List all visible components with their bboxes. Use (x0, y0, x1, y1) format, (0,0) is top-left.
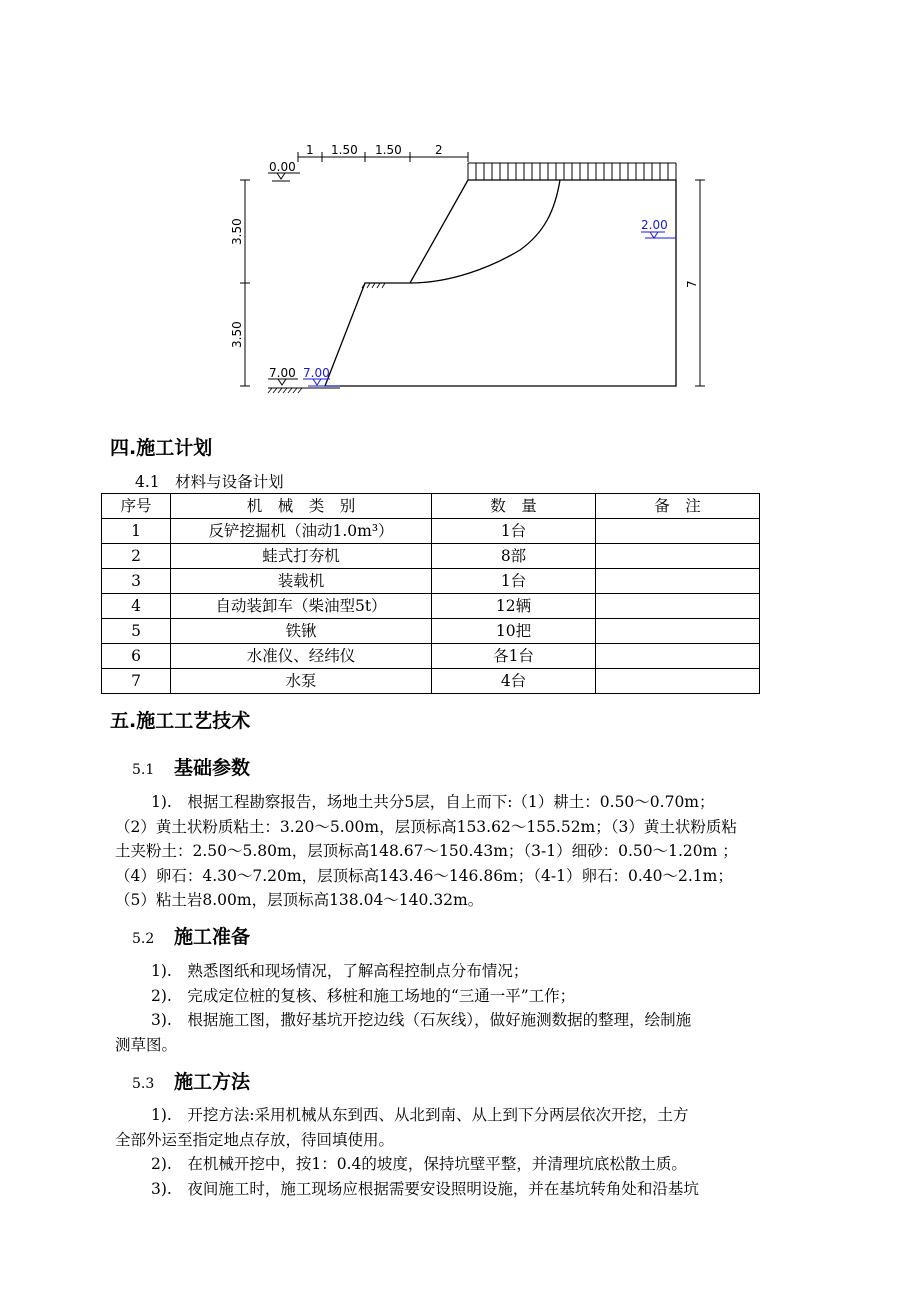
cell-quantity: 12辆 (432, 594, 596, 619)
table-header-row (102, 494, 760, 519)
para-line: 1). 根据工程勘察报告，场地土共分5层，自上而下:（1）耕土：0.50～0.70m； (151, 793, 715, 811)
elev-label-bottom-water: 7.00 (303, 366, 330, 380)
water-level-marker-right (641, 232, 676, 238)
cell-machine: 自动装卸车（柴油型5t） (171, 594, 432, 619)
slope-section-diagram (0, 0, 920, 420)
paragraph-methods (115, 1103, 815, 1201)
water-level-marker-bottom (303, 379, 340, 386)
paragraph-preparation (115, 959, 815, 1057)
height-label-lower: 3.50 (230, 321, 244, 348)
paragraph-basic-params (115, 790, 815, 913)
height-label-total: 7 (685, 280, 699, 288)
header-cell-index: 序号 (102, 494, 171, 519)
top-hatch (362, 283, 385, 288)
cell-remark (596, 669, 760, 694)
cell-quantity: 各1台 (432, 644, 596, 669)
cell-machine: 水泵 (171, 669, 432, 694)
table-row (102, 569, 760, 594)
header-cell-remark: 备 注 (596, 494, 760, 519)
table-row (102, 544, 760, 569)
subsection-title: 施工方法 (174, 1071, 251, 1093)
subsection-title: 施工准备 (174, 926, 251, 948)
subsection-number: 5.2 (132, 931, 155, 947)
cell-quantity: 10把 (432, 619, 596, 644)
para-line: 全部外运至指定地点存放，待回填使用。 (115, 1130, 395, 1149)
cell-machine: 水准仪、经纬仪 (171, 644, 432, 669)
surface-load-arrows (468, 163, 676, 180)
elev-marker-top-left (268, 173, 300, 181)
cell-remark (596, 619, 760, 644)
cell-index: 7 (102, 669, 171, 694)
dim-label-3: 1.50 (375, 143, 402, 157)
equipment-table (101, 493, 760, 694)
cell-quantity: 8部 (432, 544, 596, 569)
cell-index: 3 (102, 569, 171, 594)
para-line: 3). 根据施工图，撒好基坑开挖边线（石灰线），做好施测数据的整理，绘制施 (151, 1011, 692, 1029)
table-caption: 4.1 材料与设备计划 (135, 473, 284, 491)
dim-label-2: 1.50 (331, 143, 358, 157)
table-row (102, 644, 760, 669)
cell-quantity: 1台 (432, 519, 596, 544)
dim-label-4: 2 (435, 143, 443, 157)
cell-index: 1 (102, 519, 171, 544)
para-line: （5）粘土岩8.00m，层顶标高138.04～140.32m。 (115, 891, 484, 909)
cell-index: 6 (102, 644, 171, 669)
para-line: 2). 在机械开挖中，按1：0.4的坡度，保持坑壁平整，并清理坑底松散土质。 (151, 1155, 687, 1173)
cell-quantity: 1台 (432, 569, 596, 594)
cell-remark (596, 519, 760, 544)
elev-label-bottom-left: 7.00 (269, 366, 296, 380)
subsection-5-2-heading (132, 922, 250, 949)
cell-index: 4 (102, 594, 171, 619)
para-line: 3). 夜间施工时，施工现场应根据需要安设照明设施，并在基坑转角处和沿基坑 (151, 1179, 699, 1198)
table-row (102, 669, 760, 694)
para-line: （4）卵石：4.30～7.20m，层顶标高143.46～146.86m；（4-1）卵石：0.40～2.1m； (115, 866, 733, 885)
subsection-title: 基础参数 (174, 757, 251, 779)
cell-index: 5 (102, 619, 171, 644)
left-vertical-dimension (240, 180, 250, 386)
cell-machine: 铁锹 (171, 619, 432, 644)
cell-remark (596, 569, 760, 594)
elev-label-water-right: 2.00 (641, 218, 668, 232)
subsection-number: 5.3 (132, 1076, 155, 1092)
subsection-5-3-heading (132, 1067, 250, 1094)
table-row (102, 519, 760, 544)
table-row (102, 619, 760, 644)
section-4-title: 四.施工计划 (110, 437, 213, 459)
bottom-hatch (268, 388, 302, 393)
slope-profile (325, 180, 676, 386)
height-label-upper: 3.50 (230, 218, 244, 245)
subsection-5-1-heading (132, 753, 250, 780)
cell-quantity: 4台 (432, 669, 596, 694)
cell-machine: 蛙式打夯机 (171, 544, 432, 569)
subsection-number: 5.1 (132, 762, 155, 778)
cell-index: 2 (102, 544, 171, 569)
para-line: 土夹粉土：2.50～5.80m，层顶标高148.67～150.43m；（3-1）细砂：0.50～1.20m ； (115, 842, 738, 860)
elev-label-top-left: 0.00 (269, 160, 296, 174)
cell-remark (596, 644, 760, 669)
cell-remark (596, 594, 760, 619)
table-row (102, 594, 760, 619)
cell-machine: 反铲挖掘机（油动1.0m³） (171, 519, 432, 544)
header-cell-machine: 机 械 类 别 (171, 494, 432, 519)
dim-label-1: 1 (306, 143, 314, 157)
para-line: 1). 开挖方法:采用机械从东到西、从北到南、从上到下分两层依次开挖，土方 (151, 1106, 689, 1124)
cell-machine: 装载机 (171, 569, 432, 594)
para-line: （2）黄土状粉质粘土：3.20～5.00m，层顶标高153.62～155.52m；（3）黄土状粉质粘 (115, 817, 737, 836)
para-line: 测草图。 (115, 1035, 178, 1054)
para-line: 2). 完成定位桩的复核、移桩和施工场地的“三通一平”工作； (151, 986, 576, 1005)
cell-remark (596, 544, 760, 569)
para-line: 1). 熟悉图纸和现场情况，了解高程控制点分布情况； (151, 962, 529, 980)
header-cell-quantity: 数 量 (432, 494, 596, 519)
section-5-title: 五.施工工艺技术 (110, 710, 251, 732)
